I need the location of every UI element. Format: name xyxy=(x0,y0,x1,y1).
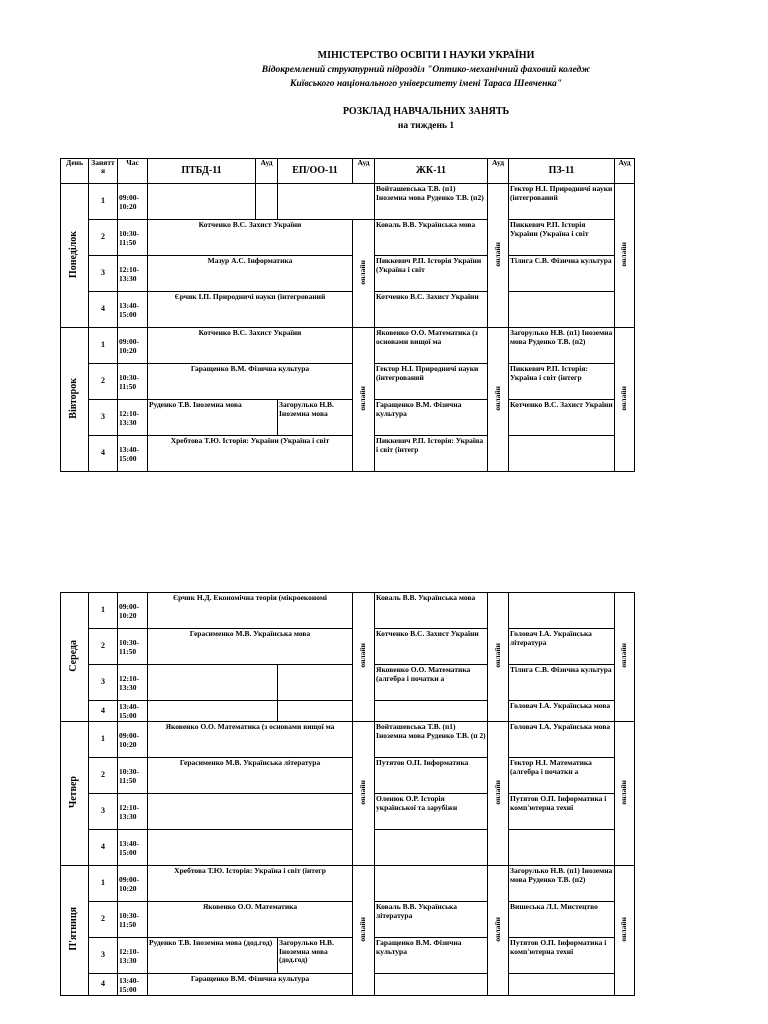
cell: Руденко Т.В. Іноземна мова (дод.год) xyxy=(148,938,278,974)
cell: Тілига С.В. Фізична культура xyxy=(509,665,615,701)
aud-online: онлайн xyxy=(488,593,509,722)
cell: Котченко В.С. Захист України xyxy=(509,400,615,436)
lesson-time: 10:30-11:50 xyxy=(118,629,148,665)
cell: Пиккевич Р.П. Історія України (Україна і світ xyxy=(509,220,615,256)
aud-online: онлайн xyxy=(488,328,509,472)
lesson-number: 4 xyxy=(89,830,118,866)
col-time: Час xyxy=(118,159,148,184)
cell: Пиккевич Р.П. Історія: Україна і світ (інтегр xyxy=(375,436,488,472)
col-lesson: Занятт я xyxy=(89,159,118,184)
col-group-pz: ПЗ-11 xyxy=(509,159,615,184)
lesson-time: 13:40-15:00 xyxy=(118,436,148,472)
col-day: День xyxy=(61,159,89,184)
day-tuesday: Вівторок xyxy=(61,328,89,472)
week-label: на тиждень 1 xyxy=(397,121,455,131)
col-aud: Ауд xyxy=(353,159,375,184)
aud-online: онлайн xyxy=(615,593,635,722)
cell xyxy=(278,665,353,701)
cell: Загорулько Н.В. Іноземна мова xyxy=(278,400,353,436)
cell xyxy=(278,184,375,220)
ministry-title: МІНІСТЕРСТВО ОСВІТИ І НАУКИ УКРАЇНИ xyxy=(317,50,535,61)
lesson-number: 4 xyxy=(89,701,118,722)
cell xyxy=(278,701,353,722)
col-group-ep: ЕП/ОО-11 xyxy=(278,159,353,184)
lesson-time: 10:30-11:50 xyxy=(118,220,148,256)
schedule-table-top xyxy=(60,158,635,472)
cell: Гектор Н.І. Природничі науки (інтегрований xyxy=(375,364,488,400)
day-thursday: Четвер xyxy=(61,722,89,866)
aud-online: онлайн xyxy=(353,866,375,996)
cell: Яковенко О.О. Математика (з основами вищої ма xyxy=(148,722,353,758)
lesson-time: 09:00-10:20 xyxy=(118,722,148,758)
cell xyxy=(148,184,256,220)
day-monday: Понеділок xyxy=(61,184,89,328)
cell: Гаращенко В.М. Фізична культура xyxy=(148,974,353,996)
schedule-title: РОЗКЛАД НАВЧАЛЬНИХ ЗАНЯТЬ xyxy=(342,106,510,117)
cell: Гаращенко В.М. Фізична культура xyxy=(148,364,353,400)
university-name: Київського національного університету імені Тараса Шевченка" xyxy=(290,79,562,89)
cell: Коваль В.В. Українська мова xyxy=(375,220,488,256)
cell: Путятов О.П. Інформатика і комп'ютерна техні xyxy=(509,938,615,974)
cell xyxy=(509,436,615,472)
cell: Путятов О.П. Інформатика xyxy=(375,758,488,794)
lesson-time: 12:10-13:30 xyxy=(118,665,148,701)
lesson-number: 4 xyxy=(89,292,118,328)
cell: Путятов О.П. Інформатика і комп'ютерна техні xyxy=(509,794,615,830)
lesson-number: 3 xyxy=(89,400,118,436)
lesson-number: 2 xyxy=(89,629,118,665)
lesson-number: 1 xyxy=(89,593,118,629)
cell: Котченко В.С. Захист України xyxy=(148,220,353,256)
lesson-number: 4 xyxy=(89,436,118,472)
cell: Яковенко О.О. Математика (алгебра і початки а xyxy=(375,665,488,701)
col-group-ptbd: ПТБД-11 xyxy=(148,159,256,184)
lesson-number: 3 xyxy=(89,938,118,974)
cell xyxy=(148,701,278,722)
lesson-time: 10:30-11:50 xyxy=(118,902,148,938)
cell: Оленюк О.Р. Історія української та зарубіжн xyxy=(375,794,488,830)
lesson-number: 2 xyxy=(89,902,118,938)
cell: Тілига С.В. Фізична культура xyxy=(509,256,615,292)
lesson-number: 1 xyxy=(89,184,118,220)
cell: Гаращенко В.М. Фізична культура xyxy=(375,938,488,974)
cell xyxy=(375,830,488,866)
lesson-number: 3 xyxy=(89,665,118,701)
lesson-number: 4 xyxy=(89,974,118,996)
aud-online: онлайн xyxy=(488,866,509,996)
cell: Загорулько Н.В. (п1) Іноземна мова Руденко Т.В. (п2) xyxy=(509,866,615,902)
lesson-time: 13:40-15:00 xyxy=(118,292,148,328)
lesson-time: 12:10-13:30 xyxy=(118,256,148,292)
lesson-time: 12:10-13:30 xyxy=(118,400,148,436)
lesson-time: 12:10-13:30 xyxy=(118,794,148,830)
lesson-time: 09:00-10:20 xyxy=(118,328,148,364)
cell: Войташевська Т.В. (п1) Іноземна мова Руденко Т.В. (п 2) xyxy=(375,722,488,758)
cell: Вишеська Л.І. Мистецтво xyxy=(509,902,615,938)
cell: Гектор Н.І. Природничі науки (інтегрований xyxy=(509,184,615,220)
cell: Єрчик Н.Д. Економічна теорія (мікроекономі xyxy=(148,593,353,629)
cell xyxy=(509,830,615,866)
lesson-number: 1 xyxy=(89,722,118,758)
cell: Пиккевич Р.П. Історія України (Україна і світ xyxy=(375,256,488,292)
cell xyxy=(148,830,353,866)
aud-online: онлайн xyxy=(615,866,635,996)
cell xyxy=(509,974,615,996)
lesson-number: 3 xyxy=(89,794,118,830)
col-aud: Ауд xyxy=(256,159,278,184)
cell: Гектор Н.І. Математика (алгебра і початки а xyxy=(509,758,615,794)
cell: Головач І.А. Українська література xyxy=(509,629,615,665)
aud-online: онлайн xyxy=(488,722,509,866)
lesson-time: 13:40-15:00 xyxy=(118,830,148,866)
cell xyxy=(375,974,488,996)
lesson-time: 09:00-10:20 xyxy=(118,184,148,220)
cell xyxy=(148,794,353,830)
lesson-number: 1 xyxy=(89,328,118,364)
lesson-number: 2 xyxy=(89,364,118,400)
lesson-time: 10:30-11:50 xyxy=(118,758,148,794)
cell: Яковенко О.О. Математика xyxy=(148,902,353,938)
cell xyxy=(509,292,615,328)
lesson-time: 13:40-15:00 xyxy=(118,701,148,722)
cell xyxy=(375,866,488,902)
aud-online: онлайн xyxy=(615,184,635,328)
lesson-time: 09:00-10:20 xyxy=(118,866,148,902)
day-friday: П'ятниця xyxy=(61,866,89,996)
cell: Котченко В.С. Захист України xyxy=(148,328,353,364)
cell: Єрчик І.П. Природничі науки (інтегрований xyxy=(148,292,353,328)
col-aud: Ауд xyxy=(488,159,509,184)
lesson-number: 1 xyxy=(89,866,118,902)
cell: Хребтова Т.Ю. Історія: України (Україна і світ xyxy=(148,436,353,472)
day-wednesday: Середа xyxy=(61,593,89,722)
col-group-zhk: ЖК-11 xyxy=(375,159,488,184)
lesson-number: 3 xyxy=(89,256,118,292)
aud-online: онлайн xyxy=(488,184,509,328)
cell: Руденко Т.В. Іноземна мова xyxy=(148,400,278,436)
lesson-time: 09:00-10:20 xyxy=(118,593,148,629)
lesson-time: 10:30-11:50 xyxy=(118,364,148,400)
cell: Коваль В.В. Українська мова xyxy=(375,593,488,629)
cell: Головач І.А. Українська мова xyxy=(509,722,615,758)
lesson-time: 12:10-13:30 xyxy=(118,938,148,974)
college-name: Відокремлений структурний підрозділ "Оптико-механічний фаховий коледж xyxy=(261,65,591,75)
cell: Котченко В.С. Захист України xyxy=(375,292,488,328)
cell: Герасименко М.В. Українська література xyxy=(148,758,353,794)
cell: Загорулько Н.В. Іноземна мова (дод.год) xyxy=(278,938,353,974)
cell xyxy=(256,184,278,220)
aud-online: онлайн xyxy=(615,722,635,866)
cell: Гаращенко В.М. Фізична культура xyxy=(375,400,488,436)
cell: Котченко В.С. Захист України xyxy=(375,629,488,665)
cell xyxy=(509,593,615,629)
cell xyxy=(148,665,278,701)
cell: Пиккевич Р.П. Історія: Україна і світ (інтегр xyxy=(509,364,615,400)
cell: Коваль В.В. Українська література xyxy=(375,902,488,938)
cell: Хребтова Т.Ю. Історія: Україна і світ (інтегр xyxy=(148,866,353,902)
cell xyxy=(375,701,488,722)
aud-online: онлайн xyxy=(353,220,375,328)
aud-online: онлайн xyxy=(353,593,375,722)
col-aud: Ауд xyxy=(615,159,635,184)
aud-online: онлайн xyxy=(353,328,375,472)
aud-online: онлайн xyxy=(615,328,635,472)
aud-online: онлайн xyxy=(353,722,375,866)
lesson-number: 2 xyxy=(89,220,118,256)
lesson-number: 2 xyxy=(89,758,118,794)
cell: Герасименко М.В. Українська мова xyxy=(148,629,353,665)
cell: Яковенко О.О. Математика (з основами вищої ма xyxy=(375,328,488,364)
cell: Мазур А.С. Інформатика xyxy=(148,256,353,292)
cell: Загорулько Н.В. (п1) Іноземна мова Руденко Т.В. (п2) xyxy=(509,328,615,364)
schedule-table-bottom xyxy=(60,592,635,996)
cell: Войташевська Т.В. (п1) Іноземна мова Руденко Т.В. (п2) xyxy=(375,184,488,220)
lesson-time: 13:40-15:00 xyxy=(118,974,148,996)
cell: Головач І.А. Українська мова xyxy=(509,701,615,722)
